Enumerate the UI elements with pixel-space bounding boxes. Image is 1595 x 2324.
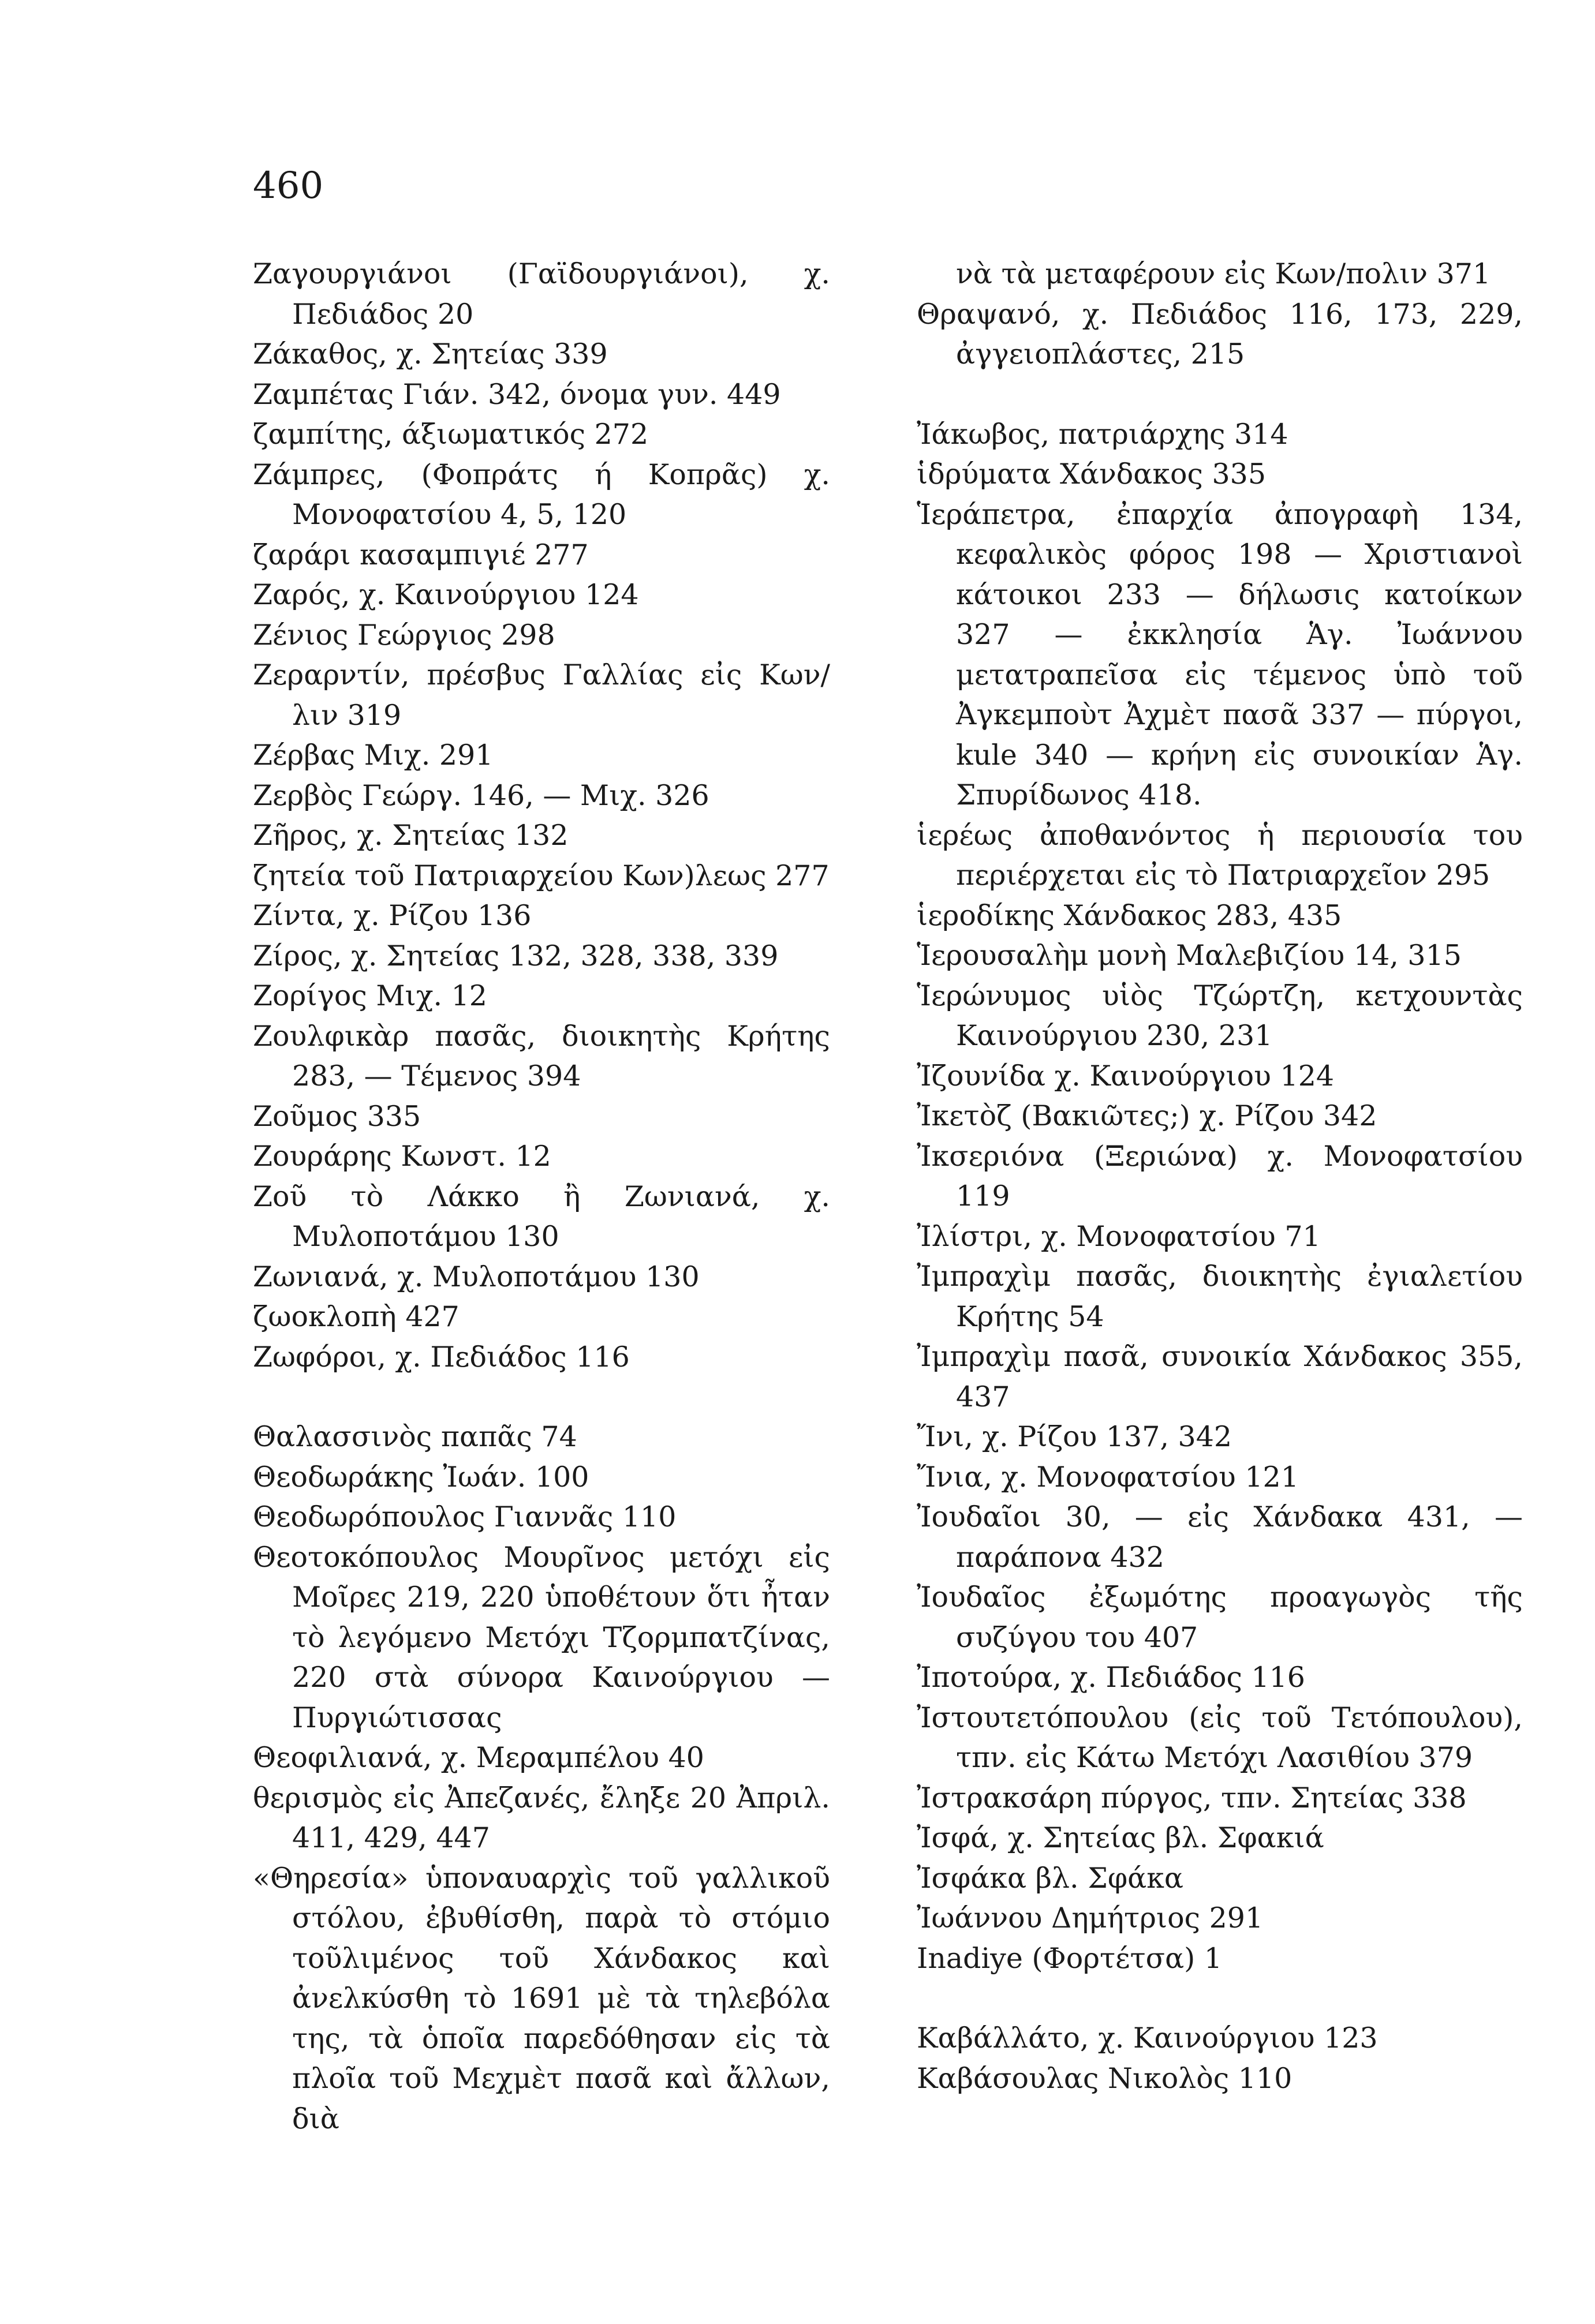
index-entry: Ζῆρος, χ. Σητείας 132 — [253, 819, 569, 852]
index-entry: Θεοδωρόπουλος Γιαννᾶς 110 — [253, 1500, 677, 1533]
index-column-right — [917, 254, 1523, 2098]
index-entry: Ἴνι, χ. Ρίζου 137, 342 — [917, 1420, 1232, 1453]
index-entry: Ζαμπέτας Γιάν. 342, όνομα γυν. 449 — [253, 377, 781, 411]
index-entry: Ζέρβας Μιχ. 291 — [253, 739, 494, 772]
index-entry: Ζαρός, χ. Καινούργιου 124 — [253, 578, 639, 611]
index-entry: «Θηρεσία» ὑποναυαρχὶς τοῦ γαλλικοῦ στόλου, ἐβυθίσθη, παρὰ τὸ στόμιο τοῦλιμένος τοῦ Χάνδακος καὶ ἀνελκύσθη τὸ 1691 μὲ τὰ τηλεβόλα της, τὰ ὁποῖα παρεδόθησαν εἰς τὰ πλοῖα τοῦ Μεχμὲτ πασᾶ καὶ ἄλλων, διὰ — [253, 1861, 830, 2135]
index-entry: ζαμπίτης, άξιωματικός 272 — [253, 418, 649, 451]
index-entry: Θραψανό, χ. Πεδιάδος 116, 173, 229, ἀγγειοπλάστες, 215 — [917, 297, 1523, 371]
index-entry: Καβάλλάτο, χ. Καινούργιου 123 — [917, 2022, 1378, 2054]
index-entry: ἱεροδίκης Χάνδακος 283, 435 — [917, 899, 1342, 932]
index-entry: Ἰλίστρι, χ. Μονοφατσίου 71 — [917, 1219, 1321, 1253]
index-entry: Ζερβὸς Γεώργ. 146, — Μιχ. 326 — [253, 779, 709, 812]
index-entry: Ζίντα, χ. Ρίζου 136 — [253, 899, 532, 932]
index-entry: Ἰμπραχὶμ πασᾶς, διοικητὴς ἐγιαλετίου Κρήτης 54 — [917, 1260, 1523, 1333]
index-entry: ἱδρύματα Χάνδακος 335 — [917, 458, 1267, 491]
index-entry: Ἰστρακσάρη πύργος, τπν. Σητείας 338 — [917, 1781, 1467, 1814]
index-entry: θερισμὸς εἰς Ἀπεζανές, ἔληξε 20 Ἀπριλ. 411, 429, 447 — [253, 1781, 830, 1854]
index-entry: Ζουράρης Κωνστ. 12 — [253, 1140, 551, 1173]
index-entry: Ἰποτούρα, χ. Πεδιάδος 116 — [917, 1661, 1305, 1694]
index-entry: νὰ τὰ μεταφέρουν εἰς Κων/πολιν 371 — [956, 257, 1491, 290]
index-entry: Ζωφόροι, χ. Πεδιάδος 116 — [253, 1340, 630, 1374]
index-entry: Ζεραρντίν, πρέσβυς Γαλλίας εἰς Κων/λιν 319 — [253, 658, 830, 732]
index-entry: Ἰουδαῖος ἐξωμότης προαγωγὸς τῆς συζύγου του 407 — [917, 1581, 1523, 1654]
index-entry: Ἰστουτετόπουλου (εἰς τοῦ Τετόπουλου), τπν. εἰς Κάτω Μετόχι Λασιθίου 379 — [917, 1701, 1523, 1774]
index-entry: Ζάκαθος, χ. Σητείας 339 — [253, 338, 608, 371]
index-entry: Ἰουδαῖοι 30, — εἰς Χάνδακα 431, — παράπονα 432 — [917, 1500, 1523, 1574]
index-entry: Ζοῦμος 335 — [253, 1099, 421, 1133]
index-entry: Ζένιος Γεώργιος 298 — [253, 618, 555, 652]
index-entry: Ζωνιανά, χ. Μυλοποτάμου 130 — [253, 1260, 700, 1293]
index-entry: Θεοδωράκης Ἰωάν. 100 — [253, 1460, 589, 1494]
index-entry: Ἰκσεριόνα (Ξεριώνα) χ. Μονοφατσίου 119 — [917, 1139, 1523, 1212]
index-entry: Ἱερώνυμος υἱὸς Τζώρτζη, κετχουντὰς Καινούργιου 230, 231 — [917, 979, 1523, 1052]
index-entry: Θεοτοκόπουλος Μουρῖνος μετόχι εἰς Μοῖρες 219, 220 ὑποθέτουν ὅτι ἦταν τὸ λεγόμενο Μετόχι Τζορμπατζίνας, 220 στὰ σύνορα Καινούργιου — Πυργιώτισσας — [253, 1540, 830, 1734]
index-entry: ζωοκλοπὴ 427 — [253, 1300, 460, 1333]
index-entry: Ἰωάννου Δημήτριος 291 — [917, 1902, 1264, 1934]
page-number: 460 — [253, 164, 324, 207]
index-entry: Ἰσφάκα βλ. Σφάκα — [917, 1861, 1183, 1895]
index-entry: Ἰμπραχὶμ πασᾶ, συνοικία Χάνδακος 355, 437 — [917, 1340, 1523, 1413]
index-entry: Θεοφιλιανά, χ. Μεραμπέλου 40 — [253, 1741, 704, 1774]
index-entry: Ζαγουργιάνοι (Γαϊδουργιάνοι), χ. Πεδιάδος 20 — [253, 257, 830, 331]
index-entry: Ἰκετὸζ (Βακιῶτες;) χ. Ρίζου 342 — [917, 1099, 1377, 1132]
index-entry: Θαλασσινὸς παπᾶς 74 — [253, 1420, 577, 1453]
index-column-left — [253, 254, 830, 2139]
index-entry: Καβάσουλας Νικολὸς 110 — [917, 2061, 1293, 2095]
index-entry: Ζίρος, χ. Σητείας 132, 328, 338, 339 — [253, 939, 779, 972]
index-entry: Ἴνια, χ. Μονοφατσίου 121 — [917, 1460, 1299, 1494]
index-entry: Ἰσφά, χ. Σητείας βλ. Σφακιά — [917, 1821, 1324, 1854]
index-entry: ζητεία τοῦ Πατριαρχείου Κων)λεως 277 — [253, 859, 830, 892]
index-entry: Ἱεράπετρα, ἐπαρχία ἀπογραφὴ 134, κεφαλικὸς φόρος 198 — Χριστιανοὶ κάτοικοι 233 — δήλωσις κατοίκων 327 — ἐκκλησία Ἁγ. Ἰωάννου μετατραπεῖσα εἰς τέμενος ὑπὸ τοῦ Ἀγκεμποὺτ Ἀχμὲτ πασᾶ 337 — πύργοι, kule 340 — κρήνη εἰς συνοικίαν Ἁγ. Σπυρίδωνος 418. — [917, 497, 1523, 811]
index-entry: Ζουλφικὰρ πασᾶς, διοικητὴς Κρήτης 283, — Τέμενος 394 — [253, 1019, 830, 1092]
index-entry: Inadiye (Φορτέτσα) 1 — [917, 1941, 1223, 1975]
index-entry: Ἰάκωβος, πατριάρχης 314 — [917, 417, 1288, 451]
index-entry: Ζορίγος Μιχ. 12 — [253, 979, 487, 1012]
index-entry: Ζάμπρες, (Φοπράτς ή Κοπρᾶς) χ. Μονοφατσίου 4, 5, 120 — [253, 458, 830, 531]
index-entry: ζαράρι κασαμπιγιέ 277 — [253, 538, 589, 571]
index-entry: Ἰζουνίδα χ. Καινούργιου 124 — [917, 1059, 1335, 1092]
index-entry: Ἱερουσαλὴμ μονὴ Μαλεβιζίου 14, 315 — [917, 939, 1462, 972]
index-entry: Ζοῦ τὸ Λάκκο ἢ Ζωνιανά, χ. Μυλοποτάμου 130 — [253, 1180, 830, 1253]
index-entry: ἱερέως ἀποθανόντος ἡ περιουσία του περιέρχεται εἰς τὸ Πατριαρχεῖον 295 — [917, 818, 1523, 892]
